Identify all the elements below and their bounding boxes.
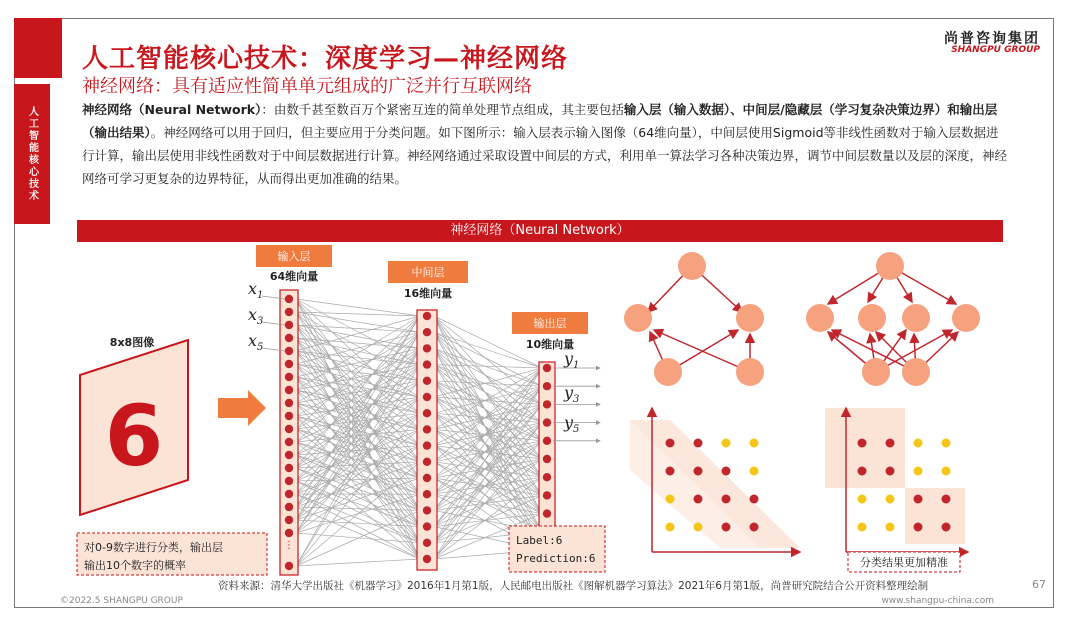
y-label-1: $y_1$ bbox=[564, 349, 580, 371]
result-box bbox=[509, 526, 605, 572]
input-node bbox=[285, 308, 293, 316]
hidden-node bbox=[423, 539, 431, 547]
scatter-dot bbox=[914, 467, 923, 476]
image-label: 8x8图像 bbox=[109, 336, 155, 349]
input-node bbox=[285, 438, 293, 446]
output-node bbox=[543, 437, 551, 445]
scatter-dot bbox=[914, 439, 923, 448]
small-network-1-nodes bbox=[624, 252, 764, 386]
scatter-dot bbox=[886, 467, 895, 476]
scatter-dot bbox=[722, 495, 731, 504]
scatter-dot bbox=[694, 523, 703, 532]
scatter-dot bbox=[722, 523, 731, 532]
scatter-dot bbox=[750, 523, 759, 532]
scatter-dot bbox=[750, 495, 759, 504]
output-node bbox=[543, 473, 551, 481]
source-note: 资料来源：清华大学出版社《机器学习》2016年1月第1版，人民邮电出版社《图解机器学习算法》2021年6月第1版，尚普研究院结合公开资料整理绘制 bbox=[218, 580, 929, 592]
website: www.shangpu-china.com bbox=[881, 596, 994, 606]
output-node bbox=[543, 400, 551, 408]
hidden-node bbox=[423, 474, 431, 482]
section-banner: 神经网络（Neural Network） bbox=[77, 220, 1003, 242]
note-line-2: 输出10个数字的概率 bbox=[84, 559, 186, 572]
input-node bbox=[285, 321, 293, 329]
output-node bbox=[543, 509, 551, 517]
input-node bbox=[285, 386, 293, 394]
input-layer-label: 输入层 bbox=[277, 250, 311, 263]
input-node bbox=[285, 399, 293, 407]
hidden-node bbox=[423, 522, 431, 530]
x-label-3: $x_3$ bbox=[248, 305, 264, 327]
scatter-dot bbox=[942, 523, 951, 532]
x-label-1: $x_1$ bbox=[248, 279, 264, 301]
scatter-dot bbox=[858, 523, 867, 532]
hidden-node bbox=[423, 555, 431, 563]
input-ellipsis: ⋮ bbox=[284, 540, 294, 551]
small-network-2 bbox=[828, 266, 958, 372]
output-node bbox=[543, 418, 551, 426]
input-node bbox=[285, 425, 293, 433]
hidden-node bbox=[423, 344, 431, 352]
logo-english: SHANGPU GROUP bbox=[951, 45, 1040, 55]
scatter-dot bbox=[886, 523, 895, 532]
input-node bbox=[285, 412, 293, 420]
input-node bbox=[285, 451, 293, 459]
scatter-dot bbox=[694, 495, 703, 504]
hidden-layer-label: 中间层 bbox=[411, 266, 445, 279]
page-title: 人工智能核心技术：深度学习—神经网络 bbox=[82, 44, 569, 74]
y-labels bbox=[563, 349, 579, 435]
hidden-node bbox=[423, 312, 431, 320]
scatter-dot bbox=[666, 439, 675, 448]
input-node bbox=[285, 477, 293, 485]
output-layer-label: 输出层 bbox=[533, 317, 567, 330]
scatter-dot bbox=[666, 523, 675, 532]
scatter-dot bbox=[914, 495, 923, 504]
scatter-dot bbox=[750, 467, 759, 476]
scatter-plot-1 bbox=[630, 408, 800, 552]
scatter-dot bbox=[858, 439, 867, 448]
scatter-dot bbox=[666, 467, 675, 476]
scatter-dot bbox=[858, 467, 867, 476]
hidden-layer-dim: 16维向量 bbox=[403, 287, 453, 300]
x-label-5: $x_5$ bbox=[248, 331, 264, 353]
hidden-node bbox=[423, 393, 431, 401]
small-network-2-nodes bbox=[806, 252, 980, 386]
input-node bbox=[285, 373, 293, 381]
hidden-node bbox=[423, 506, 431, 514]
hidden-node bbox=[423, 409, 431, 417]
result-label: Label:6 bbox=[516, 534, 563, 547]
input-node bbox=[285, 334, 293, 342]
input-node bbox=[285, 562, 293, 570]
scatter-dot bbox=[914, 523, 923, 532]
para-seg-3: 。神经网络可以用于回归，但主要应用于分类问题。如下图所示：输入层表示输入图像（64维向量），中间层使用Sigmoid等非线性函数对于输入层数据进行计算，输出层使用非线性函数对于中间层数据进行计算。神经网络通过采取设置中间层的方式，利用单一算法学习各种决策边界，调节中间层数量以及层的深度，神经网络可学习更复杂的边界特征，从而得出更加准确的结果。 bbox=[82, 125, 1008, 186]
side-section-label: 人工智能核心技术 bbox=[14, 84, 50, 224]
input-arrow-icon bbox=[218, 390, 266, 426]
input-node bbox=[285, 464, 293, 472]
input-node bbox=[285, 529, 293, 537]
hidden-node bbox=[423, 490, 431, 498]
result-prediction: Prediction:6 bbox=[516, 552, 596, 565]
image-digit: 6 bbox=[104, 387, 164, 485]
input-node bbox=[285, 347, 293, 355]
input-node bbox=[285, 490, 293, 498]
hidden-node bbox=[423, 441, 431, 449]
scatter-dot bbox=[942, 495, 951, 504]
output-node bbox=[543, 364, 551, 372]
output-node bbox=[543, 491, 551, 499]
accuracy-caption: 分类结果更加精准 bbox=[860, 556, 948, 569]
note-line-1: 对0-9数字进行分类，输出层 bbox=[84, 541, 223, 554]
input-layer-dim: 64维向量 bbox=[269, 270, 319, 283]
page-subtitle: 神经网络：具有适应性简单单元组成的广泛并行互联网络 bbox=[82, 76, 532, 97]
para-seg-2: 输入层（输入数据）、中间层/隐藏层（学习复杂决策边界）和输出层（输出结果） bbox=[82, 102, 998, 140]
scatter-dot bbox=[750, 439, 759, 448]
hidden-node bbox=[423, 360, 431, 368]
scatter-dot bbox=[694, 439, 703, 448]
scatter-plot-2 bbox=[825, 408, 968, 552]
logo-chinese: 尚普咨询集团 bbox=[944, 31, 1040, 47]
input-node bbox=[285, 295, 293, 303]
para-seg-0: 神经网络（Neural Network） bbox=[82, 102, 262, 117]
input-node bbox=[285, 503, 293, 511]
hidden-node bbox=[423, 458, 431, 466]
output-layer-dim: 10维向量 bbox=[525, 338, 575, 351]
x-labels bbox=[248, 279, 263, 353]
scatter-dot bbox=[942, 467, 951, 476]
scatter-dot bbox=[886, 439, 895, 448]
output-node bbox=[543, 455, 551, 463]
scatter-dot bbox=[942, 439, 951, 448]
scatter-dot bbox=[722, 439, 731, 448]
scatter-dot bbox=[858, 495, 867, 504]
y-label-3: $y_3$ bbox=[564, 383, 580, 405]
scatter-dot bbox=[722, 467, 731, 476]
scatter-dot bbox=[886, 495, 895, 504]
small-network-1 bbox=[648, 266, 750, 372]
hidden-node bbox=[423, 377, 431, 385]
input-node bbox=[285, 360, 293, 368]
hidden-node bbox=[423, 425, 431, 433]
scatter-dot bbox=[694, 467, 703, 476]
input-node bbox=[285, 516, 293, 524]
scatter-dot bbox=[666, 495, 675, 504]
output-node bbox=[543, 382, 551, 390]
hidden-node bbox=[423, 328, 431, 336]
copyright: ©2022.5 SHANGPU GROUP bbox=[60, 596, 183, 606]
y-label-5: $y_5$ bbox=[564, 413, 580, 435]
para-seg-1: ：由数千甚至数百万个紧密互连的简单处理节点组成，其主要包括 bbox=[261, 102, 624, 117]
page-number: 67 bbox=[1032, 578, 1046, 591]
